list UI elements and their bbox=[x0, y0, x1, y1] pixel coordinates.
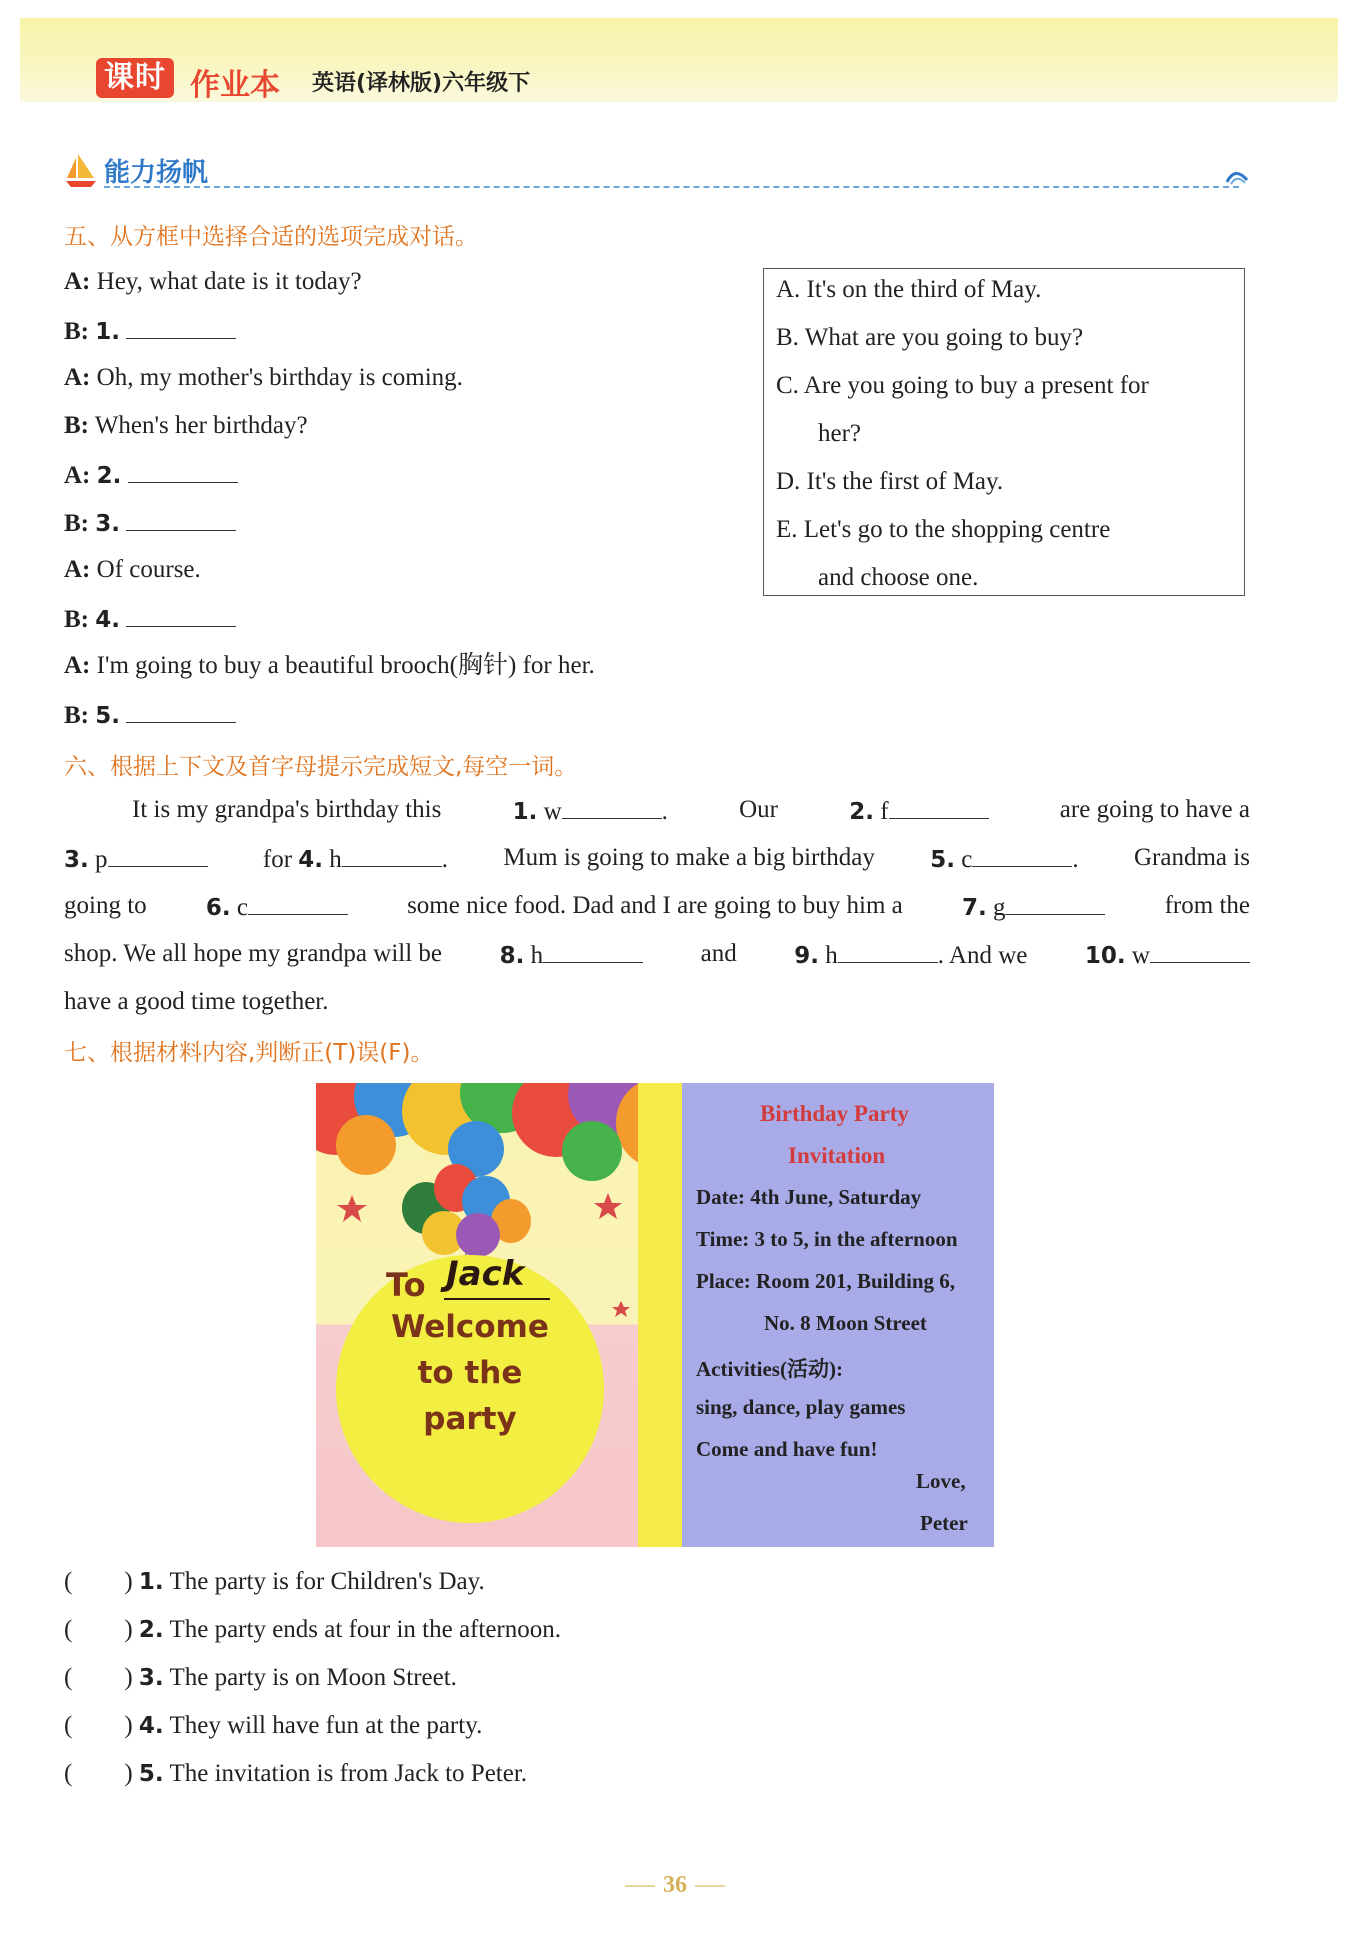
passage-text: It is my grandpa's birthday this bbox=[132, 796, 442, 823]
speaker-label: B: bbox=[64, 318, 89, 345]
passage-blank-3[interactable] bbox=[64, 842, 208, 876]
answer-blank[interactable] bbox=[342, 842, 442, 867]
dialogue-line bbox=[64, 554, 201, 586]
invitation-subtitle: Invitation bbox=[788, 1143, 886, 1168]
item-number: 1. bbox=[138, 1569, 164, 1595]
speaker-label: B: bbox=[64, 412, 89, 439]
blank-number: 2. bbox=[849, 799, 874, 825]
option-c-cont: her? bbox=[818, 420, 862, 447]
welcome-text: party bbox=[423, 1401, 517, 1437]
passage-text: for bbox=[262, 846, 293, 873]
dialogue-text: Hey, what date is it today? bbox=[96, 268, 362, 295]
page-number-text: 36 bbox=[663, 1872, 687, 1898]
invitation-activities: sing, dance, play games bbox=[696, 1395, 906, 1419]
statement-text: The party is on Moon Street. bbox=[169, 1664, 457, 1691]
blank-number: 4. bbox=[95, 607, 120, 633]
section6-heading: 六、根据上下文及首字母提示完成短文,每空一词。 bbox=[64, 754, 578, 780]
passage-blank-7[interactable] bbox=[962, 890, 1106, 924]
section5-heading: 五、从方框中选择合适的选项完成对话。 bbox=[64, 224, 478, 250]
passage-text: some nice food. Dad and I are going to buy him a bbox=[407, 892, 903, 919]
passage-text: Mum is going to make a big birthday bbox=[503, 844, 875, 871]
invitation-place: Place: Room 201, Building 6, bbox=[696, 1269, 956, 1293]
dialogue-text: Oh, my mother's birthday is coming. bbox=[96, 364, 463, 391]
dialogue-text: I'm going to buy a beautiful brooch(胸针) for her. bbox=[96, 652, 595, 679]
hint-letter: h bbox=[530, 942, 544, 969]
wave-icon bbox=[1225, 164, 1249, 186]
section7-heading: 七、根据材料内容,判断正(T)误(F)。 bbox=[64, 1040, 434, 1066]
hint-letter: c bbox=[961, 846, 973, 873]
answer-blank[interactable] bbox=[128, 458, 238, 483]
passage-text: Our bbox=[739, 796, 778, 823]
option-e bbox=[776, 514, 1234, 546]
invitation-activities-label: Activities(活动): bbox=[696, 1357, 843, 1381]
answer-blank[interactable] bbox=[1005, 890, 1105, 915]
answer-blank[interactable] bbox=[126, 602, 236, 627]
item-number: 5. bbox=[138, 1761, 164, 1787]
passage-text: and bbox=[700, 940, 737, 967]
name-underline bbox=[444, 1298, 550, 1300]
invitation-signature: Peter bbox=[920, 1511, 968, 1535]
tf-item: ( ) 2. The party ends at four in the afternoon. bbox=[64, 1616, 561, 1643]
answer-blank[interactable] bbox=[126, 698, 236, 723]
answer-blank[interactable] bbox=[543, 938, 643, 963]
passage-blank-9[interactable] bbox=[794, 938, 1027, 972]
speaker-label: A: bbox=[64, 268, 91, 295]
page-dash bbox=[695, 1885, 725, 1887]
option-a: A. It's on the third of May. bbox=[776, 276, 1042, 303]
passage-text: Grandma is bbox=[1134, 844, 1250, 871]
answer-blank[interactable] bbox=[1150, 938, 1250, 963]
tf-item: ( ) 3. The party is on Moon Street. bbox=[64, 1664, 457, 1691]
tf-item: ( ) 4. They will have fun at the party. bbox=[64, 1712, 483, 1739]
passage-blank-4[interactable] bbox=[263, 842, 448, 876]
brand-name: 作业本 bbox=[190, 68, 280, 103]
section-banner: 能力扬帆 bbox=[104, 158, 209, 188]
speaker-label: A: bbox=[64, 364, 91, 391]
option-b: B. What are you going to buy? bbox=[776, 324, 1084, 351]
dialogue-text: Of course. bbox=[96, 556, 201, 583]
passage-line bbox=[64, 890, 1250, 924]
option-e-cont: and choose one. bbox=[818, 564, 979, 591]
passage-blank-5[interactable] bbox=[930, 842, 1078, 876]
passage-line bbox=[64, 938, 1250, 972]
speaker-label: B: bbox=[64, 606, 89, 633]
answer-blank[interactable] bbox=[562, 794, 662, 819]
passage-blank-1[interactable] bbox=[513, 794, 668, 828]
tf-item: ( ) 1. The party is for Children's Day. bbox=[64, 1568, 485, 1595]
hint-letter: h bbox=[329, 846, 342, 873]
dialogue-line bbox=[64, 698, 236, 732]
dialogue-text: When's her birthday? bbox=[94, 412, 308, 439]
blank-number: 3. bbox=[95, 511, 120, 537]
dialogue-line bbox=[64, 410, 308, 442]
speaker-label: B: bbox=[64, 702, 89, 729]
blank-number: 4. bbox=[298, 847, 324, 873]
invitation-card bbox=[316, 1083, 994, 1547]
answer-blank[interactable] bbox=[248, 890, 348, 915]
hint-letter: p bbox=[95, 846, 108, 873]
sailboat-icon bbox=[64, 152, 98, 188]
option-c: C. Are you going to buy a present for bbox=[776, 372, 1149, 399]
hint-letter: h bbox=[825, 942, 838, 969]
passage-blank-10[interactable] bbox=[1085, 938, 1250, 972]
option-d: D. It's the first of May. bbox=[776, 468, 1004, 495]
passage-text: from the bbox=[1164, 892, 1250, 919]
blank-number: 8. bbox=[499, 943, 525, 969]
speaker-label: A: bbox=[64, 462, 91, 489]
passage-blank-2[interactable] bbox=[849, 794, 988, 828]
invitation-time: Time: 3 to 5, in the afternoon bbox=[696, 1227, 958, 1251]
banner-divider bbox=[104, 186, 1239, 188]
card-illustration bbox=[316, 1083, 682, 1547]
tf-item: ( ) 5. The invitation is from Jack to Peter. bbox=[64, 1760, 528, 1787]
hint-letter: g bbox=[992, 894, 1006, 921]
dialogue-line bbox=[64, 602, 236, 636]
subject-title: 英语(译林版)六年级下 bbox=[312, 71, 531, 96]
punct: . bbox=[661, 798, 668, 825]
hint-letter: c bbox=[236, 894, 248, 921]
invitation-details bbox=[682, 1083, 994, 1547]
item-number: 2. bbox=[138, 1617, 164, 1643]
blank-number: 3. bbox=[64, 847, 89, 873]
item-number: 4. bbox=[138, 1713, 164, 1739]
answer-blank[interactable] bbox=[126, 506, 236, 531]
page-number bbox=[600, 1872, 750, 1899]
invitation-love: Love, bbox=[916, 1469, 966, 1493]
blank-number: 7. bbox=[961, 895, 987, 921]
invitation-title: Birthday Party bbox=[760, 1101, 909, 1126]
punct: . bbox=[1072, 846, 1079, 873]
punct: . And we bbox=[937, 942, 1028, 969]
statement-text: The party ends at four in the afternoon. bbox=[169, 1616, 561, 1643]
page-dash bbox=[625, 1885, 655, 1887]
card-stripe bbox=[638, 1083, 682, 1547]
speaker-label: A: bbox=[64, 556, 91, 583]
answer-blank[interactable] bbox=[889, 794, 989, 819]
statement-text: The invitation is from Jack to Peter. bbox=[169, 1760, 528, 1787]
hint-letter: w bbox=[543, 798, 562, 825]
option-e-text: E. Let's go to the shopping centre bbox=[776, 516, 1111, 543]
welcome-text: Welcome bbox=[391, 1309, 549, 1345]
hint-letter: f bbox=[880, 798, 889, 825]
card-to-name: Jack bbox=[446, 1254, 525, 1294]
blank-number: 1. bbox=[95, 319, 120, 345]
blank-number: 1. bbox=[512, 799, 538, 825]
dialogue-line bbox=[64, 458, 238, 492]
invitation-place-cont: No. 8 Moon Street bbox=[764, 1311, 927, 1335]
passage-blank-8[interactable] bbox=[500, 938, 644, 972]
blank-number: 5. bbox=[930, 847, 956, 873]
answer-blank[interactable] bbox=[838, 938, 938, 963]
hint-letter: w bbox=[1131, 942, 1150, 969]
passage-text: going to bbox=[64, 892, 147, 919]
passage-line bbox=[132, 794, 1250, 828]
dialogue-line bbox=[64, 650, 595, 682]
speaker-label: A: bbox=[64, 652, 91, 679]
passage-blank-6[interactable] bbox=[206, 890, 348, 924]
card-to-label: To bbox=[386, 1266, 426, 1304]
invitation-date: Date: 4th June, Saturday bbox=[696, 1185, 922, 1209]
answer-blank[interactable] bbox=[972, 842, 1072, 867]
statement-text: The party is for Children's Day. bbox=[169, 1568, 485, 1595]
answer-blank[interactable] bbox=[126, 314, 236, 339]
passage-line bbox=[64, 842, 1250, 876]
dialogue-line bbox=[64, 362, 463, 394]
passage-text: shop. We all hope my grandpa will be bbox=[64, 940, 443, 967]
dialogue-line bbox=[64, 266, 362, 298]
statement-text: They will have fun at the party. bbox=[169, 1712, 483, 1739]
blank-number: 10. bbox=[1084, 943, 1126, 969]
dialogue-line bbox=[64, 506, 236, 540]
blank-number: 5. bbox=[95, 703, 120, 729]
welcome-text: to the bbox=[417, 1355, 523, 1391]
blank-number: 2. bbox=[96, 463, 122, 489]
item-number: 3. bbox=[138, 1665, 164, 1691]
invitation-closing: Come and have fun! bbox=[696, 1437, 878, 1461]
speaker-label: B: bbox=[64, 510, 89, 537]
brand-badge: 课时 bbox=[96, 58, 174, 98]
passage-text: are going to have a bbox=[1059, 796, 1250, 823]
blank-number: 6. bbox=[205, 895, 231, 921]
punct: . bbox=[441, 846, 449, 873]
passage-text: have a good time together. bbox=[64, 988, 329, 1015]
dialogue-line bbox=[64, 314, 236, 348]
blank-number: 9. bbox=[794, 943, 820, 969]
passage-line bbox=[64, 986, 1250, 1018]
answer-blank[interactable] bbox=[108, 842, 208, 867]
